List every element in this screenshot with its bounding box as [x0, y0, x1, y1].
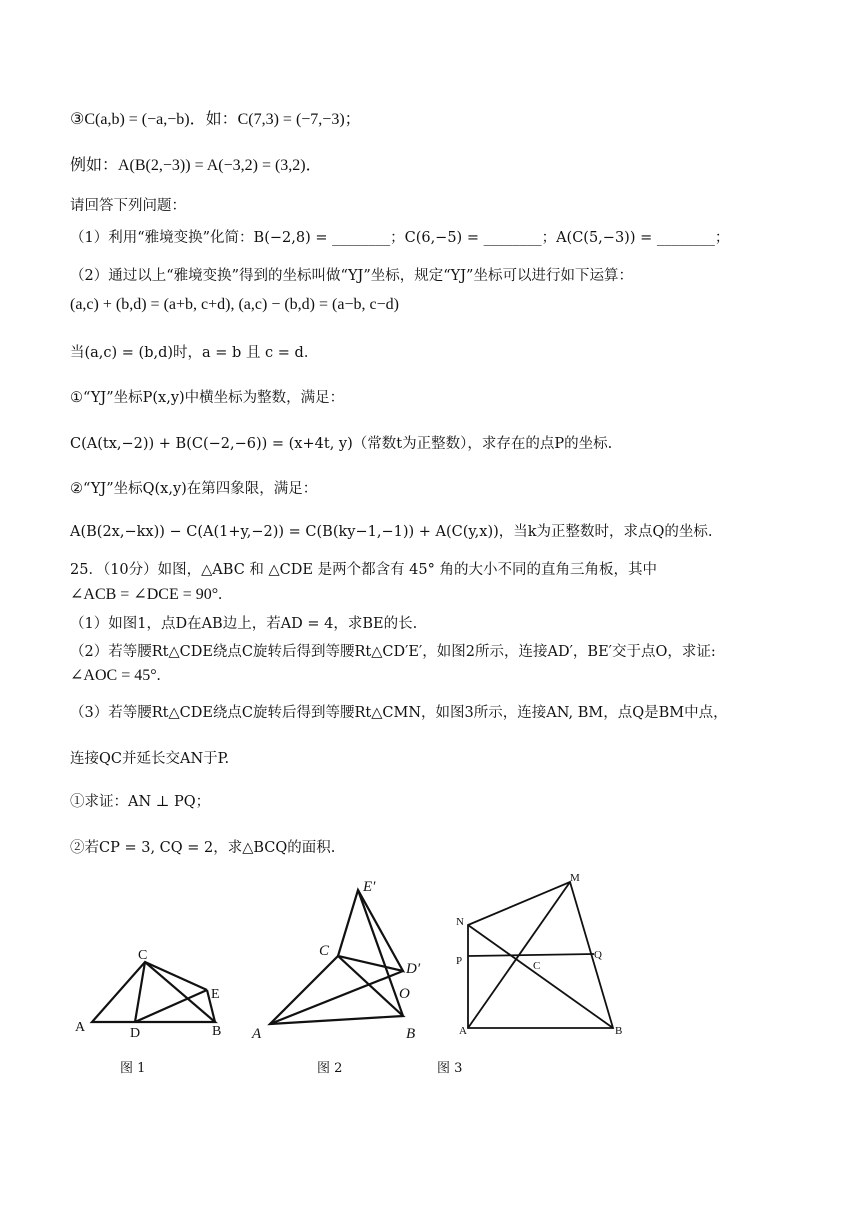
line-13: ∠ACB = ∠DCE = 90°.: [70, 586, 223, 603]
line-12: 25．（10分）如图，△ABC 和 △CDE 是两个都含有 45° 角的大小不同的直角三角板，其中: [70, 562, 657, 578]
line-2: 例如：A(B(2,−3)) = A(−3,2) = (3,2)．: [70, 157, 322, 174]
line-4: （1）利用“雅境变换”化简：B(−2,8) = ________；C(6,−5) = ________；A(C(5,−3)) = ________；: [70, 230, 730, 246]
fig2-label-b: B: [406, 1026, 416, 1042]
line-8: ①“YJ”坐标P(x,y)中横坐标为整数，满足：: [70, 390, 345, 406]
line-19: ①求证：AN ⊥ PQ；: [70, 794, 211, 810]
fig1-label-c: C: [138, 948, 148, 963]
fig3-label-q: Q: [594, 949, 602, 961]
figure-2-caption: 图 2: [317, 1061, 343, 1076]
fig1-label-b: B: [212, 1024, 222, 1039]
fig3-label-a: A: [459, 1025, 467, 1037]
fig2-label-a: A: [252, 1026, 262, 1042]
figure-1: [70, 945, 230, 1045]
fig3-label-b: B: [615, 1025, 623, 1037]
line-6: (a,c) + (b,d) = (a+b, c+d), (a,c) − (b,d) = (a−b, c−d): [70, 296, 399, 313]
line-18: 连接QC并延长交AN于P.: [70, 751, 230, 767]
line-20: ②若CP = 3, CQ = 2，求△BCQ的面积.: [70, 840, 336, 856]
fig2-label-c: C: [319, 943, 330, 959]
line-14: （1）如图1，点D在AB边上，若AD = 4，求BE的长.: [70, 616, 418, 632]
fig1-label-e: E: [211, 987, 220, 1002]
figure-3: [448, 868, 638, 1043]
fig3-label-c: C: [533, 960, 541, 972]
line-16: ∠AOC = 45°.: [70, 667, 161, 684]
fig2-label-o: O: [399, 986, 410, 1002]
figure-2: [245, 870, 435, 1045]
figure-1-caption: 图 1: [120, 1061, 146, 1076]
line-1: ③C(a,b) = (−a,−b)．如：C(7,3) = (−7,−3)；: [70, 111, 361, 128]
fig1-label-d: D: [130, 1026, 141, 1041]
line-5: （2）通过以上“雅境变换”得到的坐标叫做“YJ”坐标，规定“YJ”坐标可以进行如下运算：: [70, 268, 633, 284]
fig2-label-e-prime: E′: [363, 879, 376, 895]
line-17: （3）若等腰Rt△CDE绕点C旋转后得到等腰Rt△CMN，如图3所示，连接AN, BM，点Q是BM中点，: [70, 705, 728, 721]
line-10: ②“YJ”坐标Q(x,y)在第四象限，满足：: [70, 481, 318, 497]
fig3-label-n: N: [456, 916, 464, 928]
line-3: 请回答下列问题：: [70, 198, 186, 214]
fig3-label-m: M: [570, 872, 580, 884]
fig2-label-d-prime: D′: [406, 961, 421, 977]
line-7: 当(a,c) = (b,d)时，a = b 且 c = d．: [70, 345, 319, 361]
fig3-label-p: P: [456, 955, 463, 967]
line-15: （2）若等腰Rt△CDE绕点C旋转后得到等腰Rt△CD′E′，如图2所示，连接AD′，BE′交于点O，求证:: [70, 644, 716, 660]
line-11: A(B(2x,−kx)) − C(A(1+y,−2)) = C(B(ky−1,−1)) + A(C(y,x))，当k为正整数时，求点Q的坐标.: [70, 524, 713, 540]
fig1-label-a: A: [75, 1020, 86, 1035]
line-9: C(A(tx,−2)) + B(C(−2,−6)) = (x+4t, y)（常数t为正整数），求存在的点P的坐标.: [70, 436, 613, 452]
figure-3-caption: 图 3: [437, 1061, 463, 1076]
